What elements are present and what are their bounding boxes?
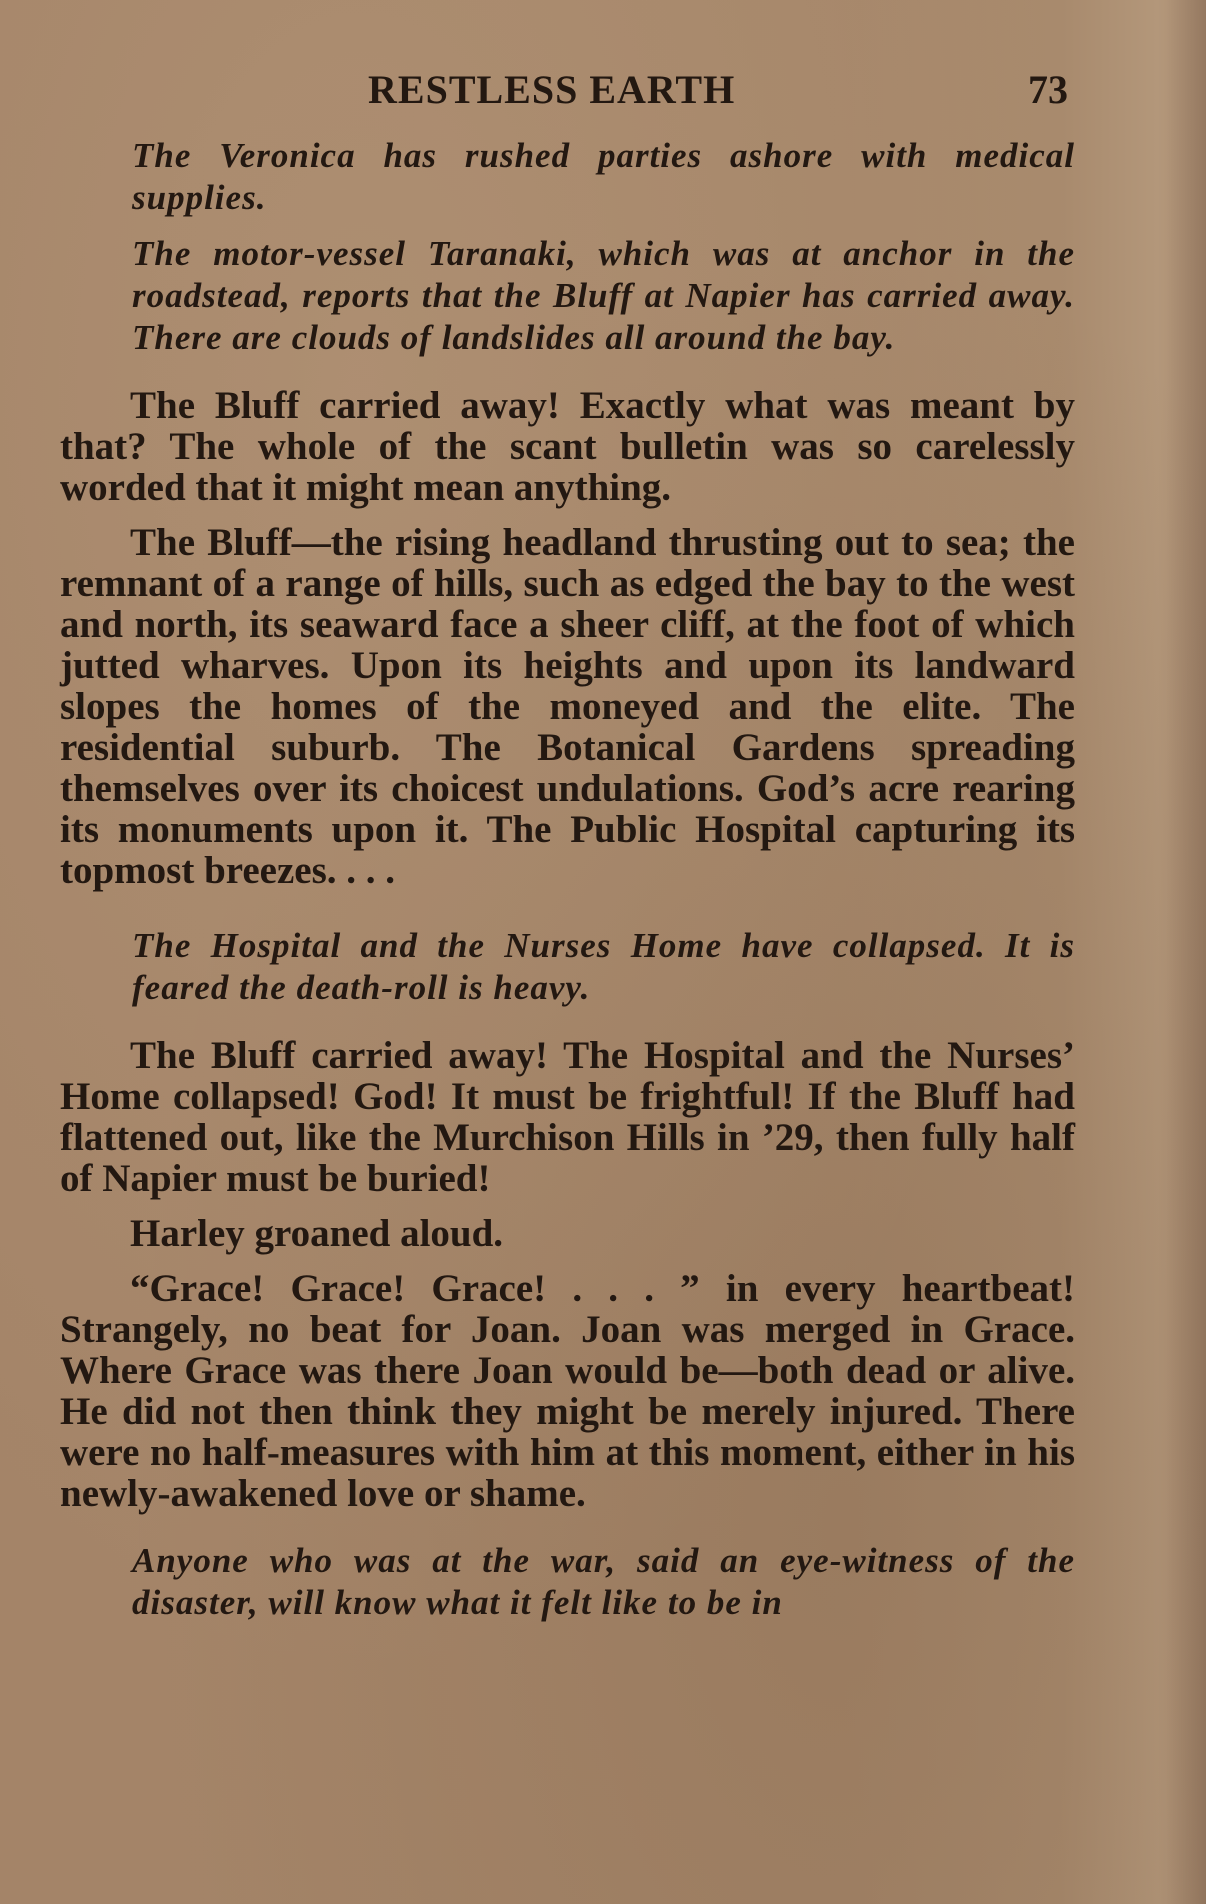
body-paragraph: The Bluff carried away! Exactly what was meant by that? The whole of the scant bulletin was so carelessly worded that it might mean anything. [60, 384, 1075, 509]
body-paragraph: “Grace! Grace! Grace! . . . ” in every heartbeat! Strangely, no beat for Joan. Joan was merged in Grace. Where Grace was there Joan would be—both dead or alive. He did not then think they might be merely injured. There were no half-measures with him at this moment, either in his newly-awakened love or shame. [60, 1267, 1075, 1515]
running-title: RESTLESS EARTH [368, 67, 736, 112]
page-header [0, 66, 1206, 116]
quote-paragraph: Anyone who was at the war, said an eye-witness of the disaster, will know what it felt like to be in [132, 1541, 1075, 1622]
body-paragraph: Harley groaned aloud. [130, 1212, 504, 1255]
quote-paragraph: The motor-vessel Taranaki, which was at anchor in the roadstead, reports that the Bluff at Napier has carried away. There are clouds of landslides all around the bay. [132, 234, 1075, 357]
page-body [60, 135, 1075, 1624]
body-paragraph: The Bluff—the rising headland thrusting out to sea; the remnant of a range of hills, such as edged the bay to the west and north, its seaward face a sheer cliff, at the foot of which jutted wharves. Upon its heights and upon its landward slopes the homes of the moneyed and the elite. The residential suburb. The Botanical Gardens spreading themselves over its choicest undulations. God’s acre rearing its monuments upon it. The Public Hospital capturing its topmost breezes. . . . [60, 521, 1075, 892]
page-edge-shadow [1166, 0, 1206, 1904]
quote-paragraph: The Veronica has rushed parties ashore with medical supplies. [132, 136, 1075, 217]
page-number: 73 [1028, 67, 1068, 112]
quote-paragraph: The Hospital and the Nurses Home have collapsed. It is feared the death-roll is heavy. [132, 926, 1075, 1007]
body-paragraph: The Bluff carried away! The Hospital and the Nurses’ Home collapsed! God! It must be frightful! If the Bluff had flattened out, like the Murchison Hills in ’29, then fully half of Napier must be buried! [60, 1034, 1075, 1200]
